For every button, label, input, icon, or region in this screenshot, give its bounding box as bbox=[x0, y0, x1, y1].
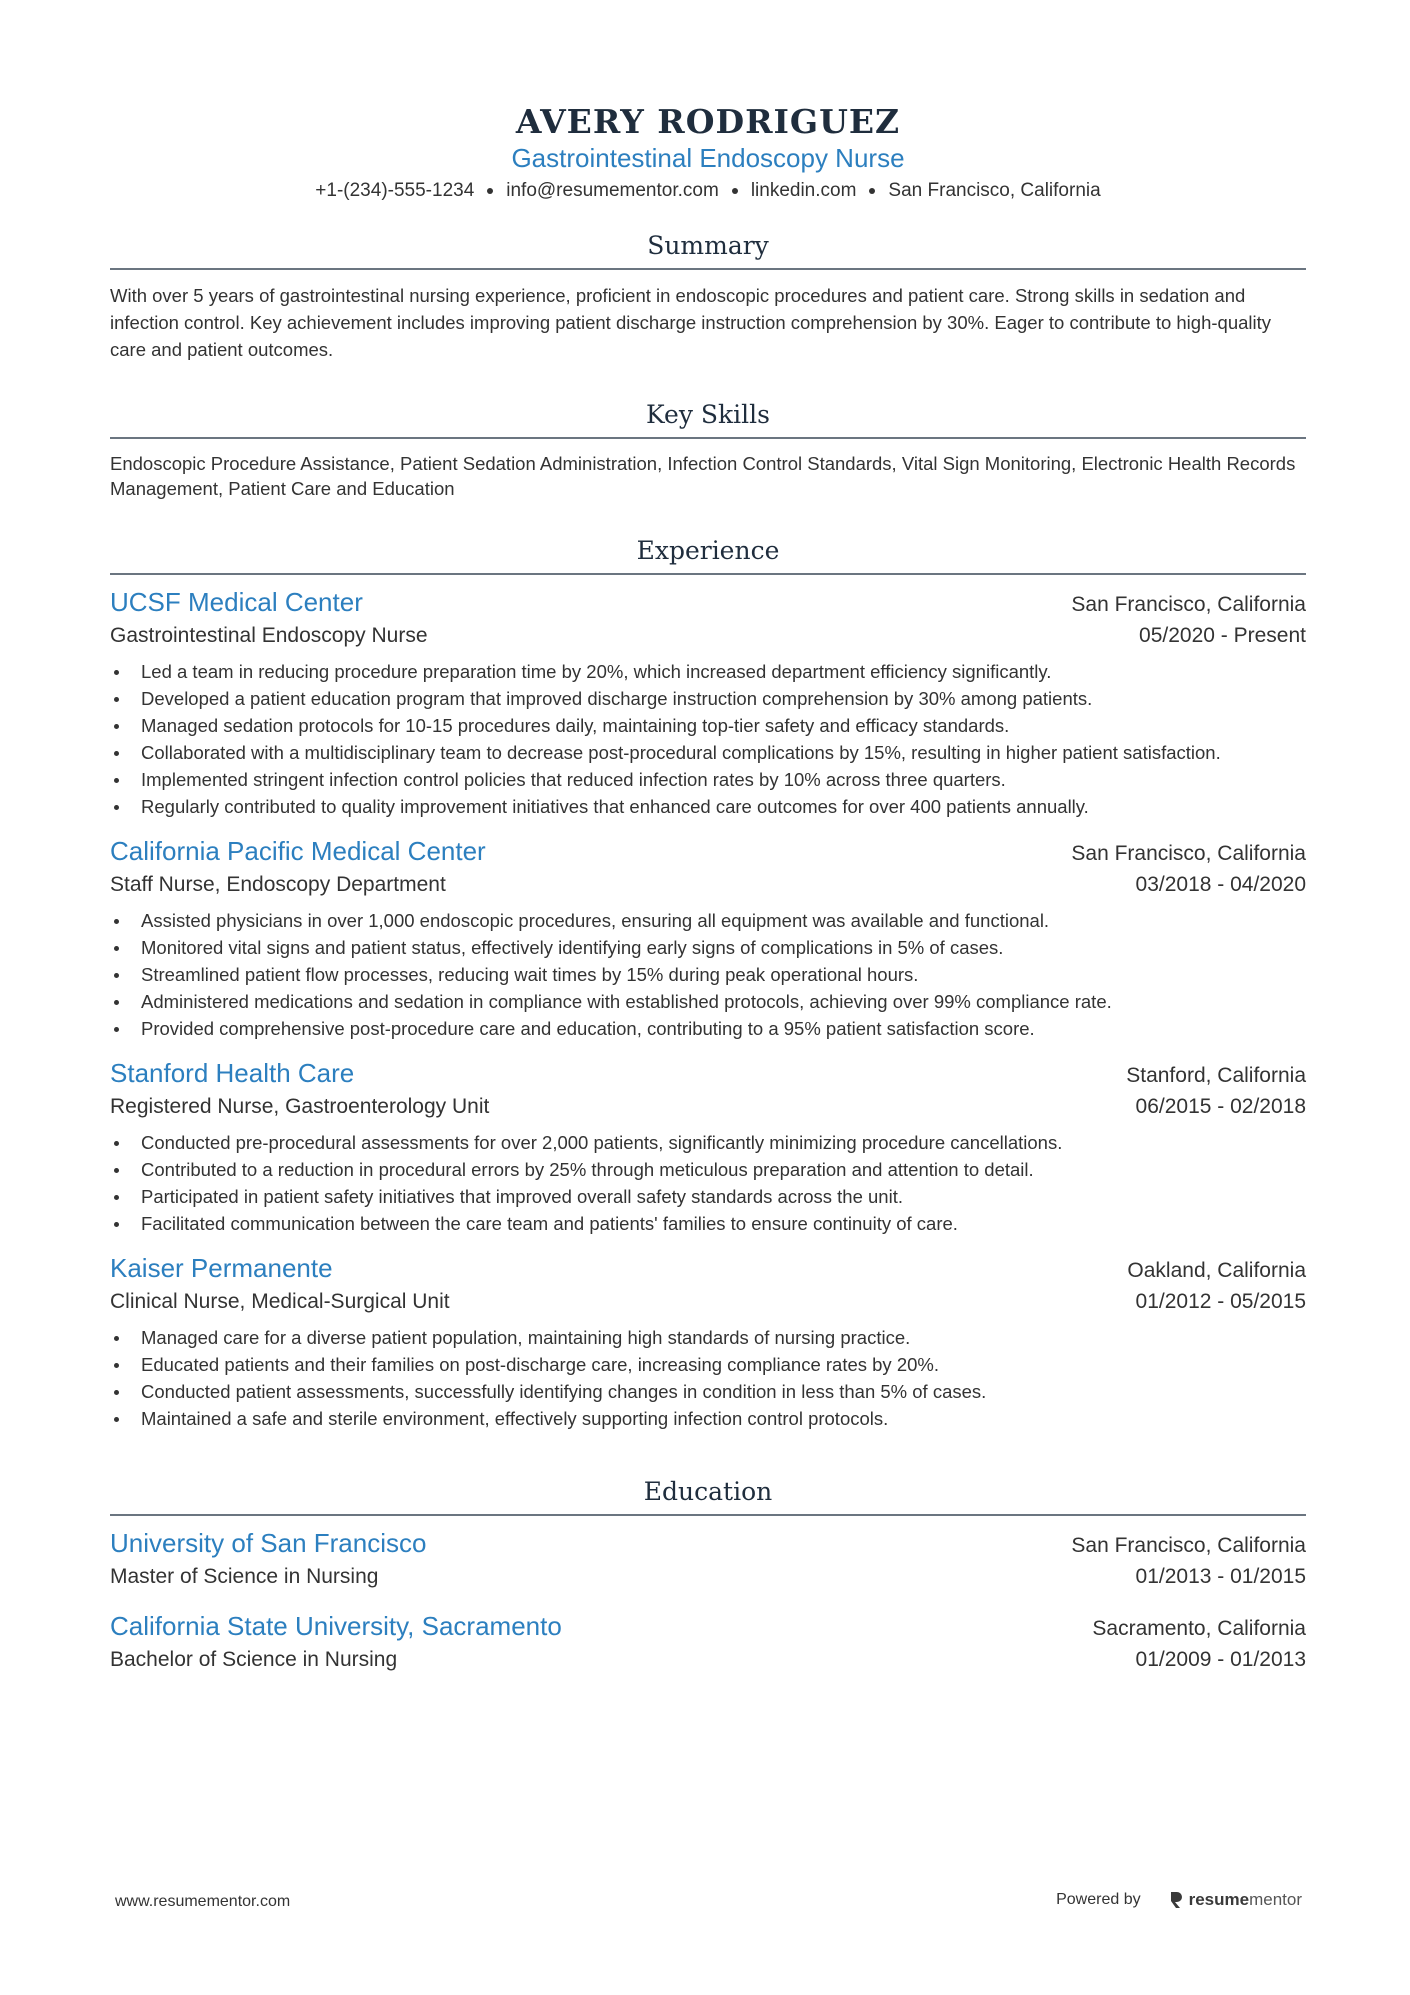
email-address[interactable]: info@resumementor.com bbox=[506, 180, 719, 201]
contact-line bbox=[110, 178, 1306, 204]
list-item: Provided comprehensive post-procedure care and education, contributing to a 95% patient satisfaction score. bbox=[110, 1015, 1306, 1042]
summary-text: With over 5 years of gastrointestinal nursing experience, proficient in endoscopic procedures and patient care. Strong skills in sedation and infection control. Key achievement includes improving patient discharge instruction comprehension by 30%. Eager to contribute to high-quality care and patient outcomes. bbox=[110, 285, 1272, 360]
list-item: Managed sedation protocols for 10-15 procedures daily, maintaining top-tier safety and efficacy standards. bbox=[110, 712, 1306, 739]
candidate-name: AVERY RODRIGUEZ bbox=[515, 102, 901, 141]
job-entry bbox=[110, 1251, 1306, 1432]
employer-name: Kaiser Permanente bbox=[110, 1253, 333, 1283]
skills-text: Endoscopic Procedure Assistance, Patient Sedation Administration, Infection Control Standards, Vital Sign Monitoring, Electronic Health Records Management, Patient Care and Education bbox=[110, 453, 1296, 499]
footer-website-link[interactable]: www.resumementor.com bbox=[115, 1893, 291, 1910]
school-name: University of San Francisco bbox=[110, 1528, 427, 1558]
skills-section bbox=[110, 399, 1306, 501]
job-entry bbox=[110, 834, 1306, 1042]
list-item: Contributed to a reduction in procedural errors by 25% through meticulous preparation and attention to detail. bbox=[110, 1156, 1306, 1183]
bullet-separator bbox=[732, 188, 738, 194]
employer-name: UCSF Medical Center bbox=[110, 587, 363, 617]
list-item: Facilitated communication between the care team and patients' families to ensure continuity of care. bbox=[110, 1210, 1306, 1237]
degree: Bachelor of Science in Nursing bbox=[110, 1648, 398, 1671]
education-section bbox=[110, 1476, 1306, 1676]
list-item: Monitored vital signs and patient status, effectively identifying early signs of complications in 5% of cases. bbox=[110, 934, 1306, 961]
school-name: California State University, Sacramento bbox=[110, 1611, 562, 1641]
contact-location: San Francisco, California bbox=[888, 180, 1101, 201]
job-dates: 05/2020 - Present bbox=[1139, 624, 1306, 647]
brand-bold: resume bbox=[1188, 1890, 1250, 1909]
bullet-separator bbox=[869, 188, 875, 194]
section-heading-skills: Key Skills bbox=[646, 400, 770, 429]
resumementor-logo-icon bbox=[1169, 1890, 1183, 1910]
list-item: Managed care for a diverse patient population, maintaining high standards of nursing practice. bbox=[110, 1324, 1306, 1351]
candidate-title: Gastrointestinal Endoscopy Nurse bbox=[511, 143, 905, 173]
employer-name: Stanford Health Care bbox=[110, 1058, 355, 1088]
brand-light: mentor bbox=[1249, 1890, 1302, 1909]
section-divider bbox=[110, 268, 1306, 270]
section-divider bbox=[110, 573, 1306, 575]
phone-number: +1-(234)-555-1234 bbox=[315, 180, 475, 201]
footer-branding bbox=[1056, 1890, 1302, 1910]
list-item: Streamlined patient flow processes, reducing wait times by 15% during peak operational hours. bbox=[110, 961, 1306, 988]
education-dates: 01/2009 - 01/2013 bbox=[1135, 1648, 1306, 1671]
powered-by-label: Powered by bbox=[1056, 1891, 1141, 1908]
list-item: Conducted patient assessments, successfully identifying changes in condition in less than 5% of cases. bbox=[110, 1378, 1306, 1405]
brand-logo-text[interactable] bbox=[1189, 1890, 1302, 1910]
section-heading-education: Education bbox=[643, 1477, 773, 1506]
list-item: Administered medications and sedation in compliance with established protocols, achieving over 99% compliance rate. bbox=[110, 988, 1306, 1015]
job-location: San Francisco, California bbox=[1071, 842, 1306, 865]
list-item: Conducted pre-procedural assessments for over 2,000 patients, significantly minimizing procedure cancellations. bbox=[110, 1129, 1306, 1156]
job-entry bbox=[110, 585, 1306, 820]
job-bullets bbox=[110, 907, 1306, 1042]
list-item: Regularly contributed to quality improvement initiatives that enhanced care outcomes for over 400 patients annually. bbox=[110, 793, 1306, 820]
job-bullets bbox=[110, 1324, 1306, 1432]
list-item: Educated patients and their families on post-discharge care, increasing compliance rates by 20%. bbox=[110, 1351, 1306, 1378]
job-location: Oakland, California bbox=[1127, 1259, 1306, 1282]
job-role: Gastrointestinal Endoscopy Nurse bbox=[110, 624, 428, 647]
job-entry bbox=[110, 1056, 1306, 1237]
education-entry bbox=[110, 1526, 1306, 1593]
list-item: Assisted physicians in over 1,000 endoscopic procedures, ensuring all equipment was available and functional. bbox=[110, 907, 1306, 934]
list-item: Maintained a safe and sterile environment, effectively supporting infection control protocols. bbox=[110, 1405, 1306, 1432]
job-dates: 06/2015 - 02/2018 bbox=[1135, 1095, 1306, 1118]
section-heading-summary: Summary bbox=[647, 231, 769, 260]
list-item: Collaborated with a multidisciplinary team to decrease post-procedural complications by 15%, resulting in higher patient satisfaction. bbox=[110, 739, 1306, 766]
section-heading-experience: Experience bbox=[636, 536, 780, 565]
job-role: Staff Nurse, Endoscopy Department bbox=[110, 873, 446, 896]
bullet-separator bbox=[487, 188, 493, 194]
list-item: Implemented stringent infection control policies that reduced infection rates by 10% across three quarters. bbox=[110, 766, 1306, 793]
education-entry bbox=[110, 1609, 1306, 1676]
section-divider bbox=[110, 1514, 1306, 1516]
experience-section bbox=[110, 535, 1306, 1432]
job-role: Registered Nurse, Gastroenterology Unit bbox=[110, 1095, 490, 1118]
school-location: San Francisco, California bbox=[1071, 1534, 1306, 1557]
job-location: San Francisco, California bbox=[1071, 593, 1306, 616]
list-item: Developed a patient education program that improved discharge instruction comprehension by 30% among patients. bbox=[110, 685, 1306, 712]
job-bullets bbox=[110, 1129, 1306, 1237]
degree: Master of Science in Nursing bbox=[110, 1565, 379, 1588]
job-dates: 01/2012 - 05/2015 bbox=[1135, 1290, 1306, 1313]
education-dates: 01/2013 - 01/2015 bbox=[1135, 1565, 1306, 1588]
school-location: Sacramento, California bbox=[1092, 1617, 1306, 1640]
job-dates: 03/2018 - 04/2020 bbox=[1135, 873, 1306, 896]
linkedin-link[interactable]: linkedin.com bbox=[750, 180, 857, 201]
job-bullets bbox=[110, 658, 1306, 820]
list-item: Led a team in reducing procedure preparation time by 20%, which increased department efficiency significantly. bbox=[110, 658, 1306, 685]
list-item: Participated in patient safety initiatives that improved overall safety standards across the unit. bbox=[110, 1183, 1306, 1210]
section-divider bbox=[110, 437, 1306, 439]
job-location: Stanford, California bbox=[1126, 1064, 1306, 1087]
employer-name: California Pacific Medical Center bbox=[110, 836, 486, 866]
summary-section bbox=[110, 230, 1306, 363]
job-role: Clinical Nurse, Medical-Surgical Unit bbox=[110, 1290, 450, 1313]
resume-page bbox=[110, 0, 1306, 1676]
